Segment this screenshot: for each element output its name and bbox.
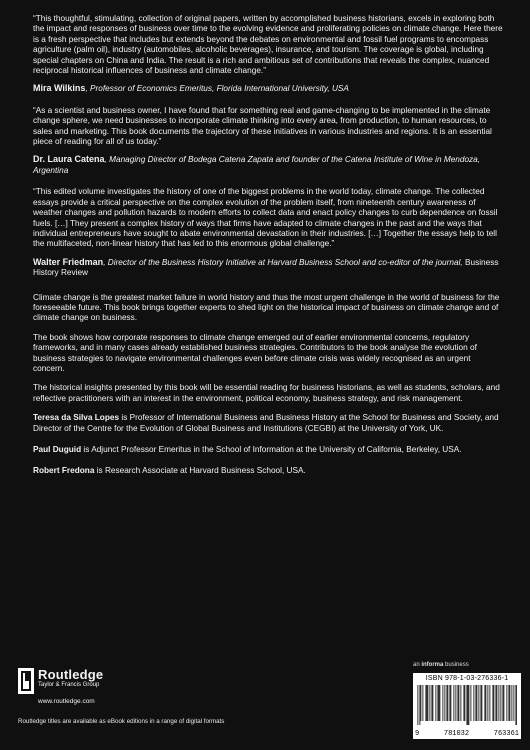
endorsement-quote: “This thoughtful, stimulating, collection of original papers, written by accomplished business historians, excels in exploring both the impact and responses of business over time to the evolving evidence and proliferating policies on climate change. Here there is a fresh perspective that includes but extends beyond the debates on environmental and fossil fuel programs to encompass agriculture (palm oil), industry (automobiles, alcoholic beverages), insurance, and tourism. The coverage is global, including special chapters on China and India. The result is a rich and ambitious set of contributions that reveals the complex, nuanced reciprocal historical influences of business and climate change.” — [33, 14, 503, 76]
editor-bio — [33, 445, 503, 455]
barcode-bar — [474, 685, 475, 721]
barcode-bar — [510, 685, 511, 721]
editor-bio-text: is Research Associate at Harvard Business School, USA. — [94, 466, 306, 476]
barcode-bar — [439, 685, 440, 721]
editor-name: Paul Duguid — [33, 445, 82, 454]
barcode-bar — [517, 685, 518, 725]
barcode-bar — [501, 685, 502, 721]
barcode-bar — [477, 685, 478, 721]
informa-business-label: an informa business — [413, 662, 469, 668]
endorsement-attribution — [33, 257, 503, 279]
barcode-bar — [430, 685, 431, 721]
barcode-bar — [481, 685, 482, 721]
publisher-logo-block — [18, 668, 138, 705]
barcode-bar — [469, 685, 470, 725]
barcode-bar — [493, 685, 494, 721]
endorsement-2 — [33, 106, 503, 176]
barcode-bar — [516, 685, 517, 725]
barcode-digit-group: 9 — [415, 730, 420, 738]
barcode-bar — [494, 685, 495, 721]
barcode-bar — [458, 685, 459, 721]
barcode-bar — [447, 685, 448, 721]
journal-name: Business History Review — [33, 257, 499, 278]
publisher-url[interactable]: www.routledge.com — [38, 698, 95, 705]
barcode-bars — [417, 685, 517, 731]
barcode-bar — [436, 685, 437, 721]
barcode-bar — [468, 685, 469, 725]
barcode-bar — [476, 685, 477, 721]
book-description — [33, 293, 503, 405]
endorser-name: Dr. Laura Catena — [33, 154, 105, 165]
barcode-bar — [499, 685, 500, 721]
barcode-bar — [421, 685, 422, 721]
barcode-bar — [433, 685, 434, 721]
barcode-bar — [432, 685, 433, 721]
barcode-digit-group: 763361 — [493, 730, 519, 738]
barcode-bar — [456, 685, 457, 721]
barcode-digits — [415, 730, 519, 738]
barcode-bar — [464, 685, 465, 721]
barcode-bar — [459, 685, 460, 721]
barcode-bar — [426, 685, 427, 721]
barcode-bar — [440, 685, 441, 721]
barcode-bar — [509, 685, 510, 721]
informa-brand: informa — [421, 662, 444, 668]
endorser-role: , Professor of Economics Emeritus, Florida International University, USA — [85, 84, 349, 94]
barcode-bar — [503, 685, 504, 721]
editor-name: Teresa da Silva Lopes — [33, 413, 120, 423]
editor-bios — [33, 413, 503, 477]
endorsement-3 — [33, 187, 503, 278]
endorser-role: , Managing Director of Bodega Catena Zapata and founder of the Catena Institute of Wine in Mendoza, Argentina — [33, 155, 481, 175]
barcode-bar — [482, 685, 483, 721]
barcode-bar — [504, 685, 505, 721]
barcode-bar — [451, 685, 452, 721]
publisher-name: Routledge — [38, 667, 104, 682]
barcode-bar — [471, 685, 472, 721]
barcode-bar — [488, 685, 489, 721]
barcode-bar — [450, 685, 451, 721]
barcode-bar — [443, 685, 444, 721]
barcode-bar — [514, 685, 515, 721]
barcode-bar — [490, 685, 491, 721]
editor-bio — [33, 413, 503, 434]
barcode-bar — [454, 685, 455, 721]
barcode-bar — [479, 685, 480, 721]
description-paragraph: The book shows how corporate responses to climate change emerged out of earlier environmental concerns, regulatory frameworks, and in many cases already established business strategies. Contributors to the book analyse the evolution of business strategies to navigate environmental challenges even before climate crisis was widely recognised as an urgent concern. — [33, 332, 477, 373]
barcode-bar — [427, 685, 428, 721]
barcode-bar — [486, 685, 487, 721]
barcode-bar — [461, 685, 462, 721]
editor-bio — [33, 466, 503, 476]
barcode-bar — [445, 685, 446, 721]
endorsement-1 — [33, 14, 503, 95]
barcode-bar — [423, 685, 424, 721]
barcode-bar — [512, 685, 513, 721]
description-paragraph: Climate change is the greatest market failure in world history and thus the most urgent challenge in the world of business for the foreseeable future. This book brings together experts to shed light on the historical impact of business on climate change and of climate change on business. — [33, 292, 500, 323]
endorsement-attribution — [33, 154, 503, 176]
endorsement-quote: “This edited volume investigates the history of one of the biggest problems in the world today, climate change. The collected essays provide a critical perspective on the complex evolution of the problem itself, from nineteenth century awareness of weather changes and pollution hazards to modern efforts to collect data and enact policy changes to curb dependence on fossil fuels. […] They present a complex history of ways that firms have adapted to climate changes in the past and the ways that individual entrepreneurs have sought to abate environmental devastation in their industries. […] Together the essays help to tell the multifaceted, non-linear history that has led to this enormous global challenge.” — [33, 187, 498, 249]
isbn-number: ISBN 978-1-03-276336-1 — [425, 675, 509, 682]
publisher-group: Taylor & Francis Group — [38, 682, 100, 688]
barcode-bar — [438, 685, 439, 721]
description-paragraph: The historical insights presented by this book will be essential reading for business historians, as well as students, scholars, and reflective practitioners with an interest in the environment, political economy, business strategy, and risk management. — [33, 383, 500, 403]
endorsement-attribution — [33, 83, 503, 94]
barcode — [413, 673, 521, 739]
barcode-bar — [418, 685, 419, 725]
barcode-bar — [467, 685, 468, 725]
barcode-bar — [465, 685, 466, 721]
ebook-note: Routledge titles are available as eBook editions in a range of digital formats — [18, 718, 225, 725]
barcode-bar — [428, 685, 429, 721]
barcode-bar — [507, 685, 508, 721]
endorser-name: Walter Friedman — [33, 256, 104, 267]
endorsement-quote: “As a scientist and business owner, I have found that for something real and game-changing to be implemented in the climate change sphere, we need businesses to incorporate climate thinking into every area, from production, to human resources, to sales and marketing. This book documents the trajectory of these initiatives in various industries and regions. It is an essential piece of reading for all of us today.” — [33, 105, 492, 147]
barcode-bar — [485, 685, 486, 721]
barcode-bar — [448, 685, 449, 721]
barcode-bar — [497, 685, 498, 721]
editor-name: Robert Fredona — [33, 466, 95, 476]
routledge-logo-icon — [18, 668, 34, 694]
barcode-digit-group: 781032 — [443, 730, 470, 738]
barcode-bar — [496, 685, 497, 721]
endorser-name: Mira Wilkins — [33, 83, 86, 94]
endorser-role: , Director of the Business History Initiative at Harvard Business School and co-editor of the journal, — [103, 257, 463, 267]
barcode-bar — [420, 685, 421, 725]
editor-bio-text: is Professor of International Business and Business History at the School for Business and Society, and Director of the Centre for the Evolution of Global Business and Institutions (CEGBI) at the University of York, UK. — [33, 413, 499, 433]
editor-bio-text: is Adjunct Professor Emeritus in the School of Information at the University of California, Berkeley, USA. — [81, 445, 462, 454]
back-cover-text — [33, 14, 503, 488]
